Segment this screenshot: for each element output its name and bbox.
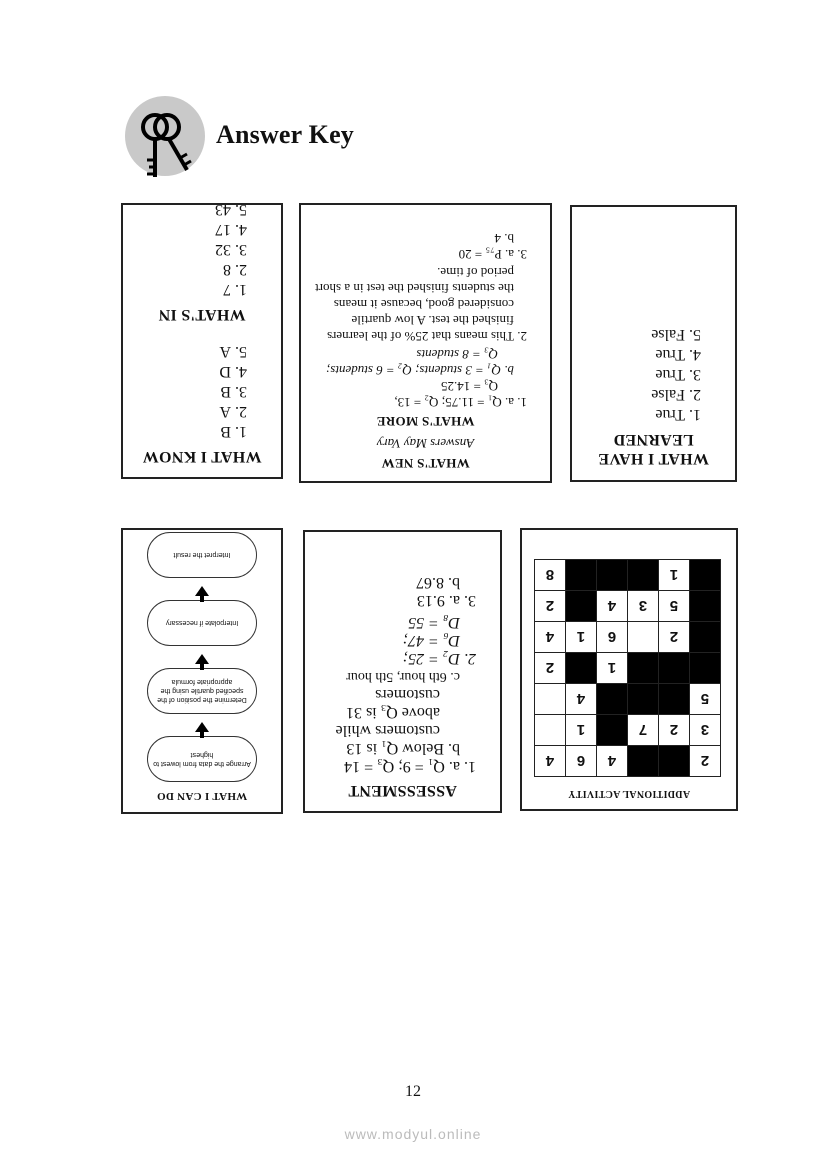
list-item: 3. True [588, 364, 685, 384]
grid-cell: 4 [535, 746, 566, 777]
grid-cell-blocked [628, 684, 659, 715]
whats-more-1b-line1: b. Q₁ = 3 students; Q₂ = 6 students; [326, 363, 514, 378]
what-i-know-heading: WHAT I KNOW [142, 448, 262, 465]
grid-row [535, 653, 721, 684]
list-item [315, 230, 514, 262]
grid-cell-blocked [628, 560, 659, 591]
list-item: 4. 17 [139, 219, 231, 239]
grid-cell: 8 [535, 560, 566, 591]
assessment-2-l3: D₈ = 55 [408, 614, 460, 631]
whats-more-3a: 3. a. P₇₅ = 20 [458, 247, 514, 262]
grid-cell-blocked [566, 653, 597, 684]
grid-cell-blocked [566, 591, 597, 622]
what-i-know-box [121, 203, 283, 479]
list-item [319, 613, 460, 667]
list-item: 1. B [139, 421, 231, 441]
assessment-1b-l4: customers [375, 686, 440, 703]
grid-cell: 3 [628, 591, 659, 622]
what-i-have-learned-heading: WHAT I HAVE LEARNED [598, 431, 709, 467]
grid-row [535, 560, 721, 591]
grid-cell-blocked [659, 684, 690, 715]
what-i-can-do-box [121, 528, 283, 814]
grid-cell: 7 [628, 715, 659, 746]
grid-cell: 3 [690, 715, 721, 746]
whats-new-box [299, 203, 552, 483]
step-2-cloud: Determine the position of the specified quartile using the appropriate formula [147, 668, 257, 714]
whats-more-3b: b. 4 [494, 231, 514, 246]
list-item [319, 573, 460, 609]
down-arrow-icon [195, 654, 209, 664]
list-item: 2. False [588, 384, 685, 404]
grid-cell: 6 [566, 746, 597, 777]
grid-cell: 2 [659, 715, 690, 746]
grid-cell-blocked [597, 715, 628, 746]
grid-cell: 1 [597, 653, 628, 684]
step-3-cloud: Interpolate if necessary [147, 600, 257, 646]
crossword-grid [534, 559, 721, 777]
list-item: 1. True [588, 404, 685, 424]
whats-more-1a-line2: Q₃ = 14.25 [440, 379, 498, 394]
list-item: 3. B [139, 381, 231, 401]
assessment-1a: 1. a. Q₁ = 9; Q₃ = 14 [344, 758, 460, 775]
grid-cell: 2 [535, 591, 566, 622]
grid-row [535, 622, 721, 653]
grid-cell [535, 715, 566, 746]
what-i-can-do-heading: WHAT I CAN DO [156, 790, 248, 802]
grid-cell: 2 [659, 622, 690, 653]
grid-cell [628, 622, 659, 653]
grid-cell-blocked [659, 653, 690, 684]
grid-cell-blocked [659, 746, 690, 777]
grid-row [535, 684, 721, 715]
grid-cell-blocked [628, 746, 659, 777]
grid-row [535, 591, 721, 622]
list-item: 4. D [139, 361, 231, 381]
list-item: 4. True [588, 344, 685, 364]
whats-more-1a-line1: 1. a. Q₁ = 11.75; Q₂ = 13, [394, 395, 514, 410]
grid-cell: 4 [535, 622, 566, 653]
grid-cell: 5 [690, 684, 721, 715]
grid-cell-blocked [597, 560, 628, 591]
assessment-box [303, 530, 502, 813]
list-item: 5. False [588, 324, 685, 344]
assessment-1b-l3: above Q₃ is 31 [345, 704, 440, 721]
grid-cell: 4 [597, 591, 628, 622]
grid-cell: 1 [566, 715, 597, 746]
list-item: 1. 7 [139, 279, 231, 299]
list-item: 3. 32 [139, 239, 231, 259]
down-arrow-icon [195, 722, 209, 732]
what-i-have-learned-box [570, 205, 737, 482]
grid-cell: 4 [597, 746, 628, 777]
list-item [315, 346, 514, 410]
assessment-2-l2: D₆ = 47; [402, 632, 460, 649]
assessment-heading: ASSESSMENT [348, 782, 457, 799]
grid-row [535, 715, 721, 746]
grid-cell: 5 [659, 591, 690, 622]
whats-in-heading: WHAT'S IN [158, 306, 246, 323]
grid-cell: 6 [597, 622, 628, 653]
assessment-2-l1: 2. D₂ = 25; [402, 650, 460, 667]
page-title: Answer Key [216, 120, 355, 149]
additional-activity-heading: ADDITIONAL ACTIVITY [567, 788, 691, 799]
step-4-cloud: Interpret the result [147, 532, 257, 578]
grid-cell: 1 [659, 560, 690, 591]
grid-row [535, 746, 721, 777]
grid-cell [535, 684, 566, 715]
whats-new-note: Answers May Vary [376, 436, 475, 451]
assessment-1b-l1: b. Below Q₁ is 13 [346, 740, 460, 757]
step-1-cloud: Arrange the data from lowest to highest [147, 736, 257, 782]
assessment-1c: c. 6th hour, 5th hour [346, 669, 460, 684]
list-item: 5. 43 [139, 199, 231, 219]
page-number: 12 [405, 1083, 421, 1100]
additional-activity-box [520, 528, 738, 811]
list-item: 2. A [139, 401, 231, 421]
watermark: www.modyul.online [344, 1126, 482, 1142]
keys-icon [125, 82, 205, 192]
assessment-1b-l2: customers while [335, 722, 440, 739]
list-item [319, 667, 460, 775]
whats-more-1b-line2: Q₃ = 8 students [416, 347, 498, 362]
list-item: 5. A [139, 341, 231, 361]
grid-cell-blocked [690, 560, 721, 591]
grid-cell: 2 [535, 653, 566, 684]
grid-cell-blocked [690, 653, 721, 684]
whats-new-heading: WHAT'S NEW [381, 456, 470, 471]
assessment-3a: 3. a. 9.13 [416, 592, 460, 609]
grid-cell-blocked [690, 622, 721, 653]
grid-cell: 2 [690, 746, 721, 777]
grid-cell-blocked [566, 560, 597, 591]
whats-more-item-2: 2. This means that 25% of the learners finished the test. A low quartile considered good, because it means the students finished the test in a short period of time. [315, 264, 514, 344]
whats-more-heading: WHAT'S MORE [376, 414, 475, 429]
list-item: 2. 8 [139, 259, 231, 279]
down-arrow-icon [195, 586, 209, 596]
assessment-3b: b. 8.67 [416, 574, 460, 591]
grid-cell-blocked [690, 591, 721, 622]
grid-cell-blocked [597, 684, 628, 715]
grid-cell-blocked [628, 653, 659, 684]
grid-cell: 1 [566, 622, 597, 653]
grid-cell: 4 [566, 684, 597, 715]
